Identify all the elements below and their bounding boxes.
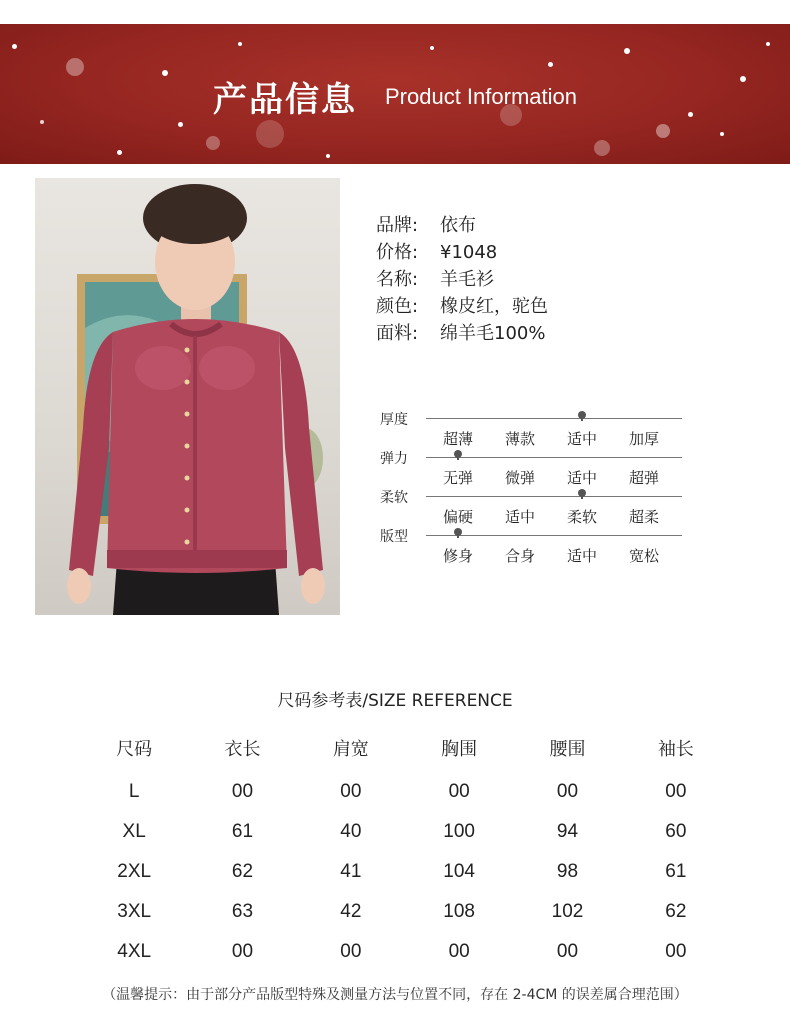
attr-label: 厚度 bbox=[380, 412, 408, 428]
table-cell: 104 bbox=[443, 861, 475, 882]
banner-title-en: Product Information bbox=[385, 83, 577, 109]
table-cell: 00 bbox=[231, 781, 254, 802]
product-photo bbox=[35, 178, 340, 615]
info-color: 颜色: 橡皮红，驼色 bbox=[376, 296, 548, 317]
table-cell: 00 bbox=[231, 941, 254, 962]
table-cell: 00 bbox=[665, 941, 687, 962]
table-row bbox=[80, 852, 730, 892]
table-cell: L bbox=[128, 781, 140, 802]
col-header: 衣长 bbox=[224, 739, 261, 760]
table-cell: 61 bbox=[231, 821, 254, 842]
attr-option: 适中 bbox=[566, 547, 597, 565]
table-cell: 2XL bbox=[117, 861, 152, 882]
table-cell: 42 bbox=[340, 901, 362, 922]
table-cell: 3XL bbox=[117, 901, 152, 922]
attr-option: 加厚 bbox=[628, 430, 659, 448]
table-cell: 00 bbox=[340, 781, 362, 802]
attr-option: 适中 bbox=[566, 469, 597, 487]
col-header: 肩宽 bbox=[332, 739, 369, 760]
table-row bbox=[80, 812, 730, 852]
table-cell: 108 bbox=[443, 901, 475, 922]
table-cell: 62 bbox=[231, 861, 254, 882]
table-row bbox=[80, 932, 730, 972]
col-header: 袖长 bbox=[657, 739, 694, 760]
table-cell: 00 bbox=[340, 941, 362, 962]
attr-option: 柔软 bbox=[566, 508, 597, 526]
attr-option: 合身 bbox=[504, 547, 535, 565]
attr-scale-line bbox=[426, 418, 682, 419]
table-cell: 00 bbox=[448, 941, 470, 962]
info-fabric: 面料: 绵羊毛100% bbox=[376, 323, 546, 344]
attr-scale-line bbox=[426, 457, 682, 458]
info-brand: 品牌: 依布 bbox=[376, 215, 476, 236]
table-cell: 00 bbox=[556, 781, 579, 802]
table-cell: 41 bbox=[340, 861, 362, 882]
table-cell: 40 bbox=[340, 821, 362, 842]
attr-label: 版型 bbox=[380, 529, 408, 545]
table-cell: 60 bbox=[665, 821, 687, 842]
size-table-title: 尺码参考表/SIZE REFERENCE bbox=[277, 691, 513, 711]
table-cell: 100 bbox=[443, 821, 475, 842]
col-header: 胸围 bbox=[441, 739, 478, 760]
col-header: 尺码 bbox=[116, 739, 153, 760]
table-cell: 94 bbox=[556, 821, 579, 842]
table-cell: 00 bbox=[448, 781, 470, 802]
size-table-header bbox=[80, 728, 730, 768]
attr-option: 偏硬 bbox=[442, 508, 473, 526]
attr-thickness bbox=[380, 409, 690, 448]
attr-fit bbox=[380, 526, 690, 565]
size-table bbox=[80, 728, 730, 972]
attr-label: 柔软 bbox=[380, 490, 408, 506]
attr-option: 微弹 bbox=[504, 469, 535, 487]
col-header: 腰围 bbox=[549, 739, 586, 760]
table-cell: XL bbox=[122, 821, 146, 842]
info-name: 名称: 羊毛衫 bbox=[376, 269, 494, 290]
table-cell: 62 bbox=[665, 901, 687, 922]
attr-option: 超弹 bbox=[628, 469, 659, 487]
attr-option: 超柔 bbox=[628, 508, 659, 526]
table-cell: 4XL bbox=[117, 941, 152, 962]
header-banner bbox=[0, 24, 790, 164]
size-disclaimer: （温馨提示：由于部分产品版型特殊及测量方法与位置不同，存在 2-4CM 的误差属合理范围） bbox=[102, 987, 688, 1003]
table-cell: 63 bbox=[231, 901, 254, 922]
attr-softness bbox=[380, 487, 690, 526]
attr-option: 薄款 bbox=[504, 430, 535, 448]
attr-option: 适中 bbox=[566, 430, 597, 448]
attr-elasticity bbox=[380, 448, 690, 487]
attr-option: 修身 bbox=[442, 547, 473, 565]
table-cell: 102 bbox=[551, 901, 584, 922]
attr-option: 无弹 bbox=[442, 469, 473, 487]
attr-option: 超薄 bbox=[442, 430, 473, 448]
table-cell: 00 bbox=[665, 781, 687, 802]
model-illustration bbox=[35, 178, 340, 615]
table-cell: 61 bbox=[665, 861, 687, 882]
table-cell: 98 bbox=[556, 861, 579, 882]
product-info bbox=[376, 212, 548, 347]
table-cell: 00 bbox=[556, 941, 579, 962]
attr-label: 弹力 bbox=[380, 451, 408, 467]
table-row bbox=[80, 892, 730, 932]
attr-scale-line bbox=[426, 535, 682, 536]
table-row bbox=[80, 768, 730, 812]
attr-option: 适中 bbox=[504, 508, 535, 526]
info-price: 价格: ¥1048 bbox=[376, 242, 498, 263]
banner-title-cn: 产品信息 bbox=[213, 80, 357, 120]
attr-scale-line bbox=[426, 496, 682, 497]
attr-option: 宽松 bbox=[628, 547, 659, 565]
